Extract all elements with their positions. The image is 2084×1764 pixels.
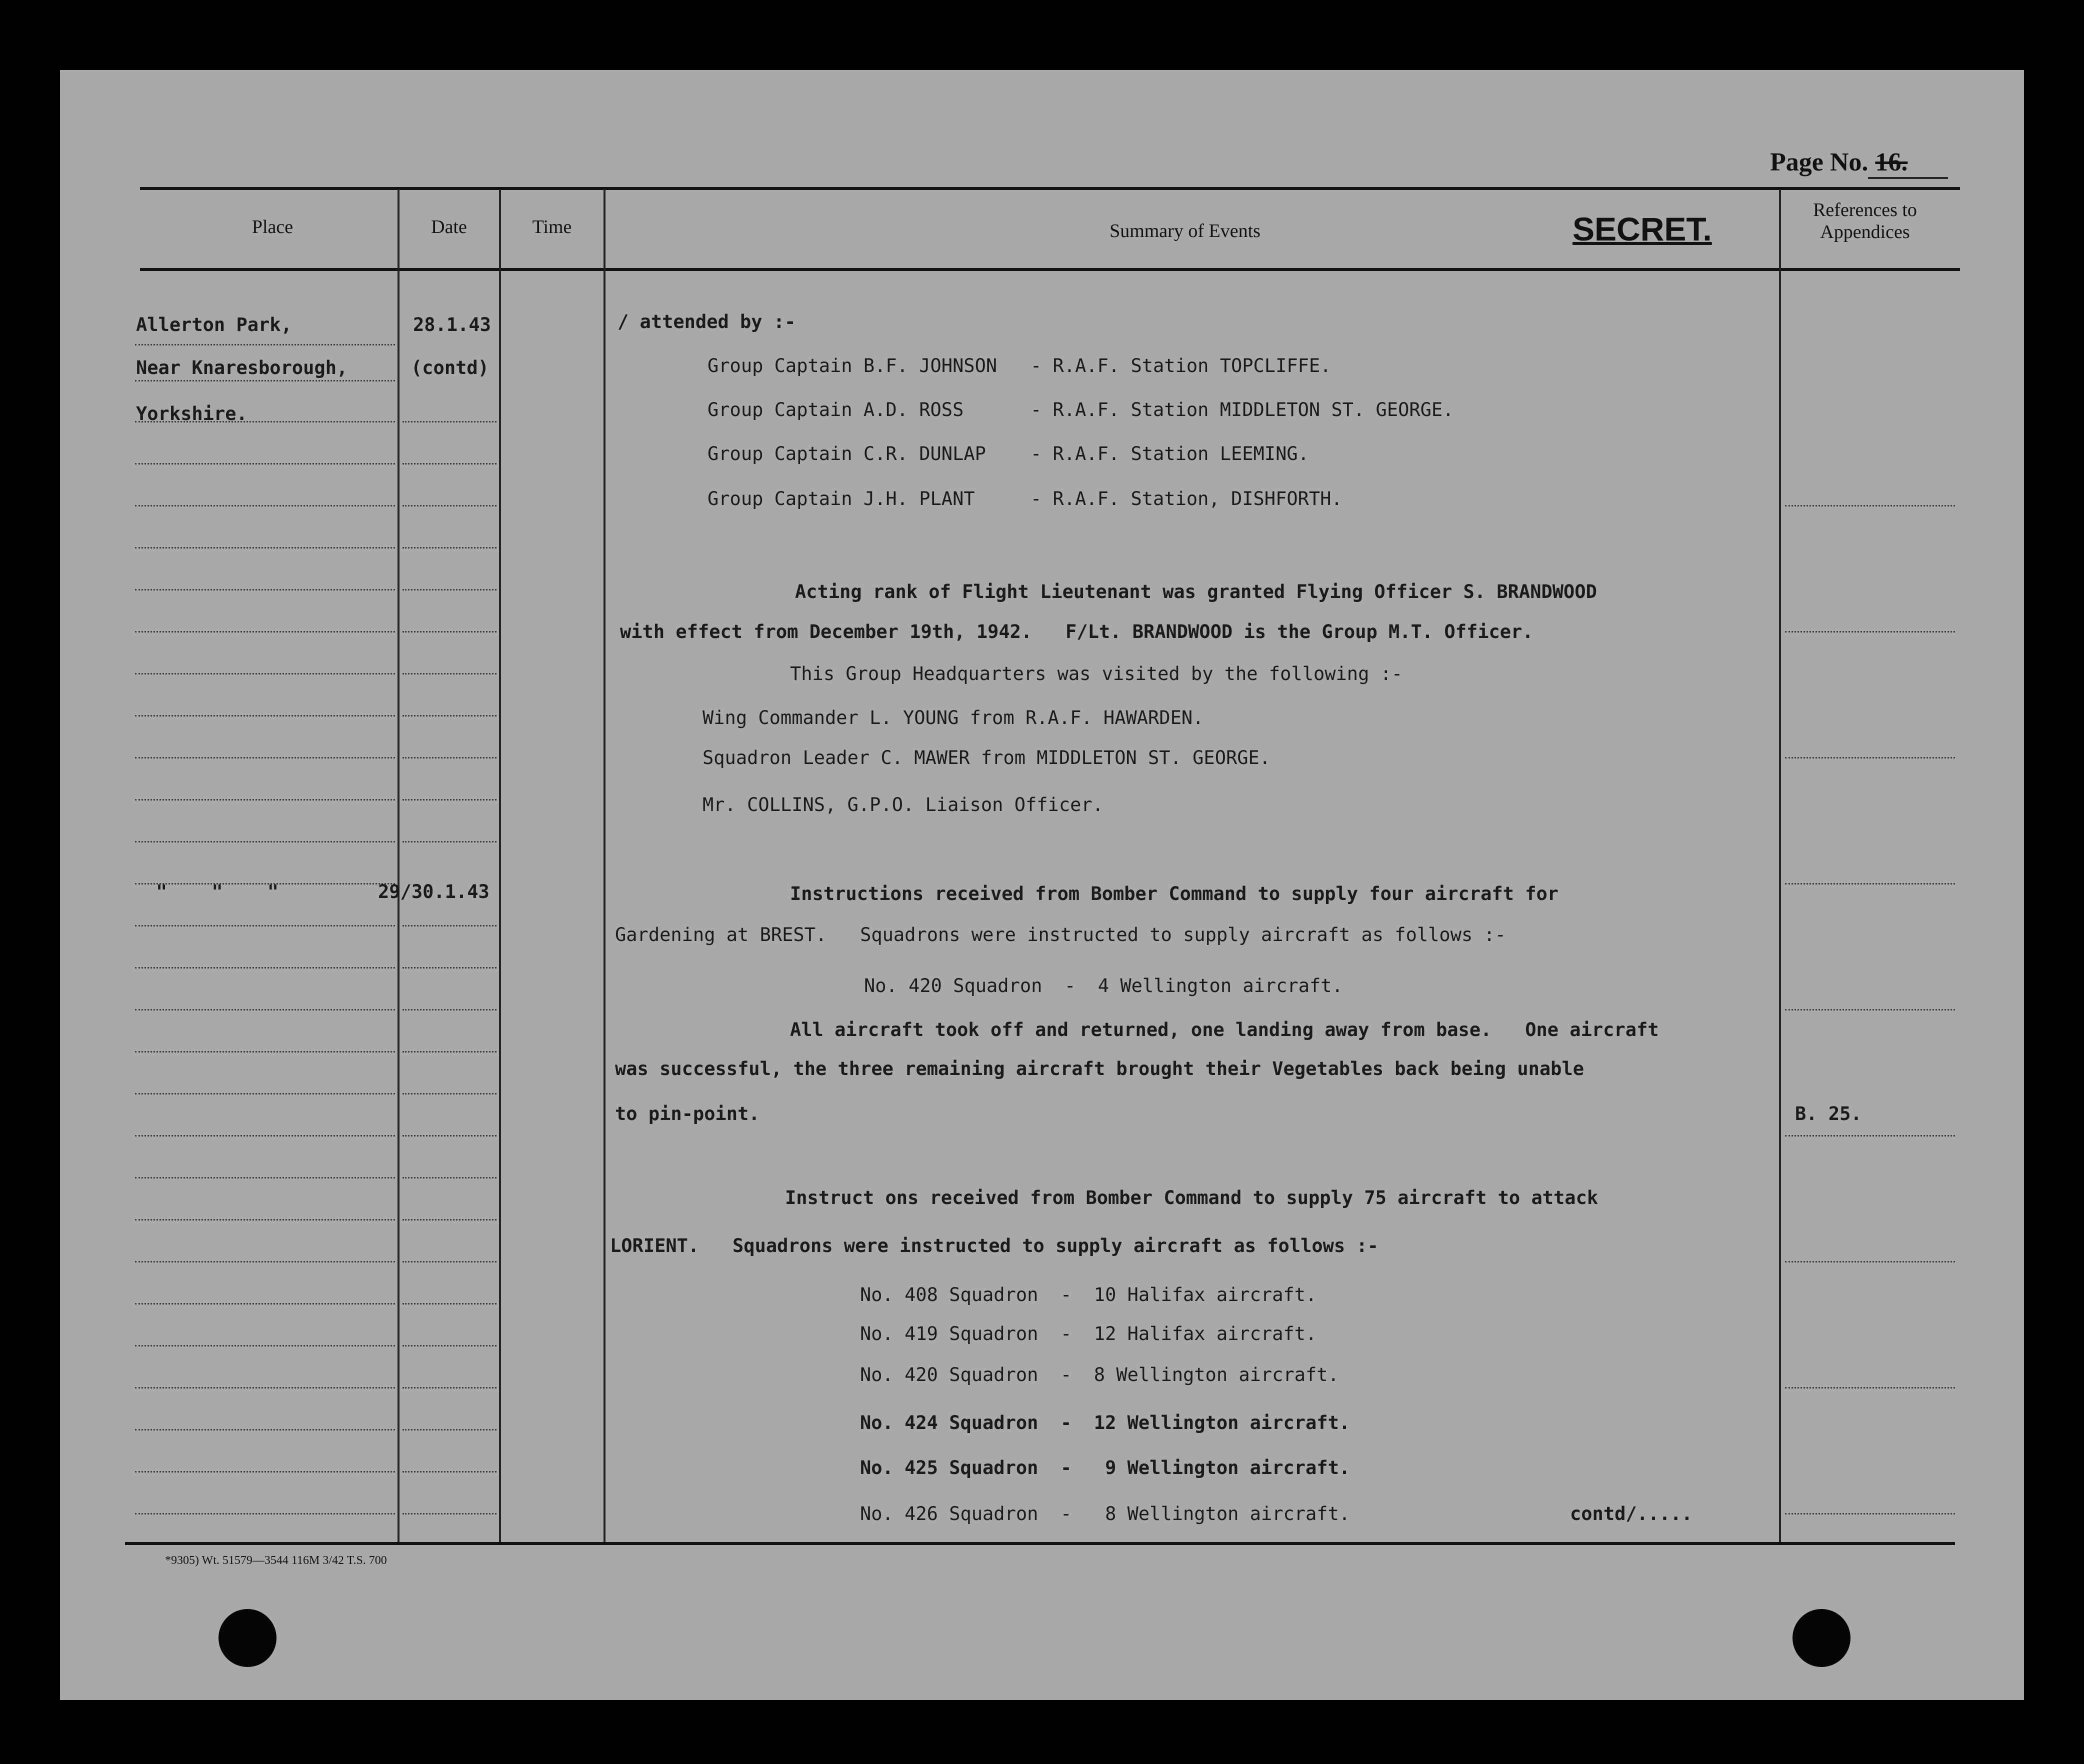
ruling-place-6	[135, 547, 395, 548]
ruling-ref-8	[1785, 1387, 1955, 1388]
ruling-date-25	[402, 1471, 496, 1472]
ruling-place-9	[135, 673, 395, 674]
ruling-date-14	[402, 1009, 496, 1010]
form-code: *9305) Wt. 51579—3544 116M 3/42 T.S. 700	[165, 1554, 387, 1567]
summary-line-24: No. 425 Squadron - 9 Wellington aircraft.	[860, 1457, 1350, 1478]
ruling-date-18	[402, 1177, 496, 1178]
reference-b25: B. 25.	[1795, 1103, 1862, 1124]
summary-line-9: Wing Commander L. YOUNG from R.A.F. HAWARDEN.	[702, 707, 1204, 728]
ruling-ref-2	[1785, 631, 1955, 632]
summary-line-19: LORIENT. Squadrons were instructed to supply aircraft as follows :-	[610, 1235, 1379, 1256]
ruling-date-17	[402, 1135, 496, 1136]
ruling-ref-9	[1785, 1513, 1955, 1514]
ruling-date-24	[402, 1429, 496, 1430]
ruling-place-7	[135, 589, 395, 590]
ruling-place-12	[135, 799, 395, 800]
ruling-date-4	[402, 547, 496, 548]
ruling-place-18	[135, 1051, 395, 1052]
header-time: Time	[532, 216, 572, 238]
summary-line-14: No. 420 Squadron - 4 Wellington aircraft.	[864, 975, 1343, 996]
column-divider-date-time	[499, 189, 501, 1542]
header-top-rule	[140, 187, 1960, 190]
ruling-date-11	[402, 841, 496, 842]
summary-line-3: Group Captain A.D. ROSS - R.A.F. Station MIDDLETON ST. GEORGE.	[708, 399, 1454, 420]
ruling-place-4	[135, 463, 395, 464]
place-ditto: " " "	[156, 881, 279, 902]
ruling-date-12	[402, 925, 496, 926]
ruling-place-20	[135, 1135, 395, 1136]
ruling-date-13	[402, 967, 496, 968]
header-references: References to Appendices	[1813, 200, 1917, 242]
ruling-place-2	[135, 380, 395, 382]
summary-line-1: / attended by :-	[618, 311, 796, 332]
summary-line-15: All aircraft took off and returned, one landing away from base. One aircraft	[790, 1019, 1659, 1040]
ruling-date-10	[402, 799, 496, 800]
ruling-date-1	[402, 421, 496, 422]
ruling-place-24	[135, 1303, 395, 1304]
ruling-date-15	[402, 1051, 496, 1052]
date-line-3: 29/30.1.43	[378, 881, 490, 902]
ruling-place-22	[135, 1219, 395, 1220]
summary-line-22: No. 420 Squadron - 8 Wellington aircraft.	[860, 1364, 1339, 1386]
ruling-place-23	[135, 1261, 395, 1262]
ruling-date-16	[402, 1093, 496, 1094]
summary-line-13: Gardening at BREST. Squadrons were instructed to supply aircraft as follows :-	[615, 924, 1506, 946]
summary-line-2: Group Captain B.F. JOHNSON - R.A.F. Station TOPCLIFFE.	[708, 355, 1332, 376]
ruling-ref-3	[1785, 757, 1955, 758]
ruling-date-9	[402, 757, 496, 758]
summary-contd: contd/.....	[1570, 1503, 1693, 1524]
ruling-place-29	[135, 1513, 395, 1514]
ruling-date-6	[402, 631, 496, 632]
column-divider-place-date	[398, 189, 400, 1542]
summary-line-21: No. 419 Squadron - 12 Halifax aircraft.	[860, 1323, 1317, 1344]
ruling-place-8	[135, 631, 395, 632]
ruling-place-26	[135, 1387, 395, 1388]
summary-line-18: Instruct ons received from Bomber Command to supply 75 aircraft to attack	[785, 1187, 1598, 1208]
column-divider-time-summary	[604, 189, 606, 1542]
page-number-value: 16.	[1875, 148, 1908, 176]
table-bottom-rule	[125, 1542, 1955, 1545]
ruling-place-25	[135, 1345, 395, 1346]
ruling-ref-7	[1785, 1261, 1955, 1262]
summary-line-8: This Group Headquarters was visited by the following :-	[790, 663, 1403, 684]
ruling-place-16	[135, 967, 395, 968]
summary-line-17: to pin-point.	[615, 1103, 760, 1124]
date-line-2: (contd)	[411, 357, 489, 378]
ruling-place-11	[135, 757, 395, 758]
summary-line-12: Instructions received from Bomber Command to supply four aircraft for	[790, 883, 1559, 904]
summary-line-4: Group Captain C.R. DUNLAP - R.A.F. Station LEEMING.	[708, 443, 1309, 464]
punch-hole-right	[1792, 1609, 1850, 1667]
summary-line-20: No. 408 Squadron - 10 Halifax aircraft.	[860, 1284, 1317, 1306]
ruling-date-22	[402, 1345, 496, 1346]
ruling-place-19	[135, 1093, 395, 1094]
header-summary: Summary of Events	[1110, 220, 1260, 242]
ruling-ref-5	[1785, 1009, 1955, 1010]
ruling-date-23	[402, 1387, 496, 1388]
place-line-1: Allerton Park,	[136, 314, 292, 336]
ruling-date-2	[402, 463, 496, 464]
ruling-date-7	[402, 673, 496, 674]
ruling-ref-1	[1785, 505, 1955, 506]
summary-line-5: Group Captain J.H. PLANT - R.A.F. Station, DISHFORTH.	[708, 488, 1342, 510]
ruling-date-20	[402, 1261, 496, 1262]
ruling-place-28	[135, 1471, 395, 1472]
ruling-place-21	[135, 1177, 395, 1178]
summary-line-16: was successful, the three remaining aircraft brought their Vegetables back being unable	[615, 1058, 1584, 1080]
ruling-date-19	[402, 1219, 496, 1220]
secret-stamp: SECRET.	[1572, 210, 1712, 248]
summary-line-7: with effect from December 19th, 1942. F/Lt. BRANDWOOD is the Group M.T. Officer.	[620, 621, 1534, 642]
ruling-place-10	[135, 715, 395, 716]
page-number	[1770, 148, 1948, 179]
header-bottom-rule	[140, 268, 1960, 271]
ruling-place-27	[135, 1429, 395, 1430]
summary-line-10: Squadron Leader C. MAWER from MIDDLETON ST. GEORGE.	[702, 747, 1271, 768]
summary-line-6: Acting rank of Flight Lieutenant was granted Flying Officer S. BRANDWOOD	[795, 581, 1597, 602]
ruling-date-3	[402, 505, 496, 506]
ruling-place-17	[135, 1009, 395, 1010]
ruling-place-15	[135, 925, 395, 926]
header-date: Date	[431, 216, 467, 238]
ruling-date-5	[402, 589, 496, 590]
column-divider-summary-refs	[1779, 189, 1781, 1542]
ruling-place-5	[135, 505, 395, 506]
ruling-place-13	[135, 841, 395, 842]
summary-line-23: No. 424 Squadron - 12 Wellington aircraft.	[860, 1412, 1350, 1434]
ruling-date-26	[402, 1513, 496, 1514]
place-line-2: Near Knaresborough,	[136, 357, 348, 378]
header-place: Place	[252, 216, 294, 238]
summary-line-11: Mr. COLLINS, G.P.O. Liaison Officer.	[702, 794, 1104, 816]
punch-hole-left	[218, 1609, 276, 1667]
place-line-3: Yorkshire.	[136, 403, 248, 424]
ruling-ref-6	[1785, 1135, 1955, 1136]
ruling-date-21	[402, 1303, 496, 1304]
summary-line-25: No. 426 Squadron - 8 Wellington aircraft.	[860, 1503, 1350, 1524]
ruling-place-1	[135, 344, 395, 346]
date-line-1: 28.1.43	[413, 314, 491, 336]
ruling-ref-4	[1785, 883, 1955, 884]
ruling-date-8	[402, 715, 496, 716]
page-number-label: Page No.	[1770, 148, 1868, 176]
